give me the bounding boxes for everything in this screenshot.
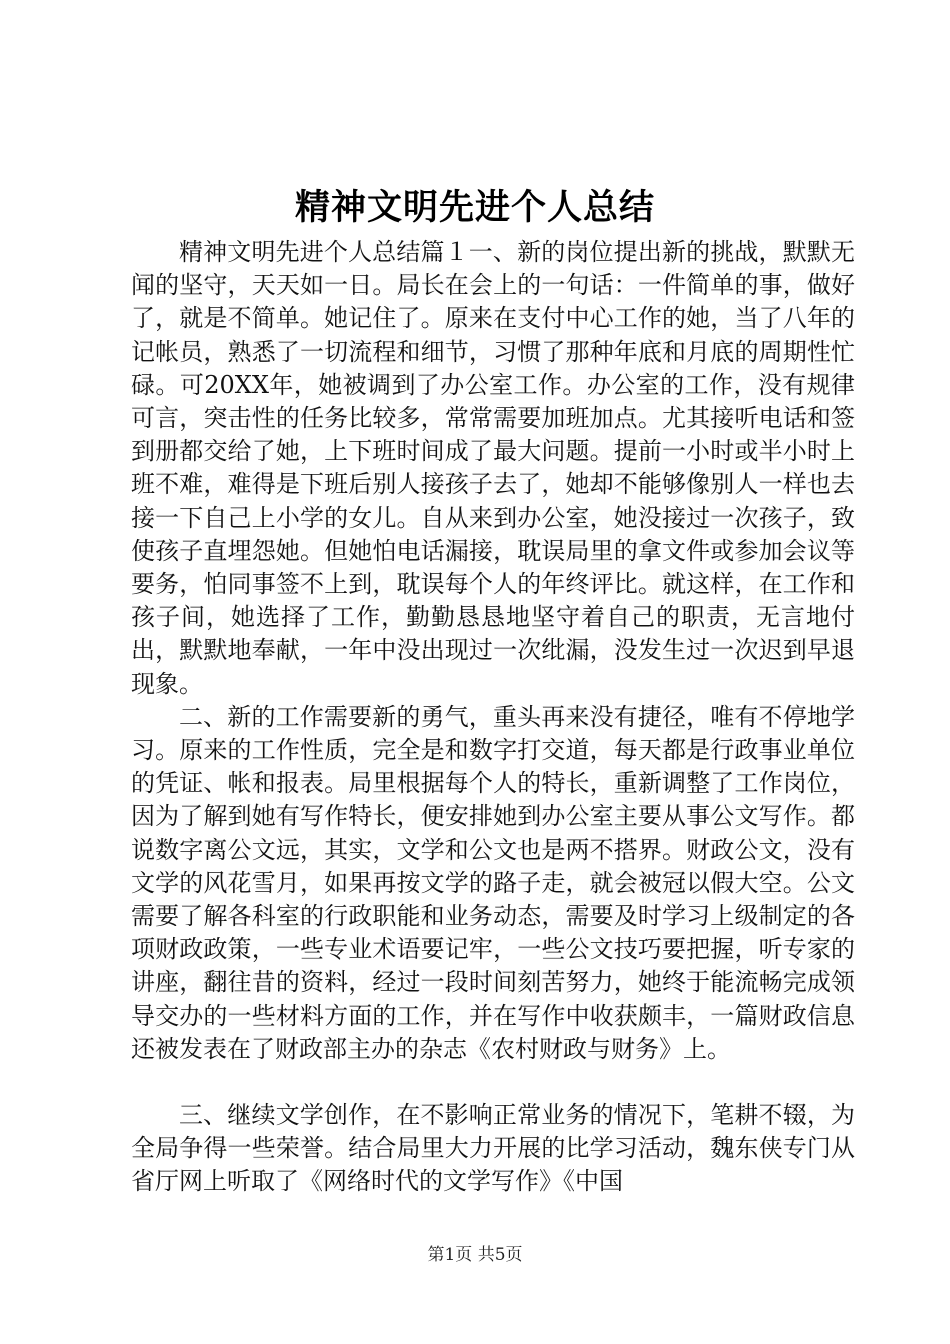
document-title: 精神文明先进个人总结 [294,188,655,228]
paragraph-2: 二、新的工作需要新的勇气，重头再来没有捷径，唯有不停地学习。原来的工作性质，完全是和数字打交道，每天都是行政事业单位的凭证、帐和报表。局里根据每个人的特长，重新调整了工作岗位，因为了解到她有写作特长，便安排她到办公室主要从事公文写作。都说数字离公文远，其实，文学和公文也是两不搭界。财政公文，没有文学的风花雪月，如果再按文学的路子走，就会被冠以假大空。公文需要了解各科室的行政职能和业务动态，需要及时学习上级制定的各项财政政策，一些专业术语要记牢，一些公文技巧要把握，听专家的讲座，翻往昔的资料，经过一段时间刻苦努力，她终于能流畅完成领导交办的一些材料方面的工作，并在写作中收获颇丰，一篇财政信息还被发表在了财政部主办的杂志《农村财政与财务》上。 [131,702,855,1063]
paragraph-3: 三、继续文学创作，在不影响正常业务的情况下，笔耕不辍，为全局争得一些荣誉。结合局里大力开展的比学习活动，魏东侠专门从省厅网上听取了《网络时代的文学写作》《中国 [131,1101,855,1196]
document-body [131,236,855,1199]
page-footer: 第1页 共5页 [427,1245,523,1265]
paragraph-spacer [131,1066,855,1099]
paragraph-1: 精神文明先进个人总结篇１一、新的岗位提出新的挑战，默默无闻的坚守，天天如一日。局长在会上的一句话：一件简单的事，做好了，就是不简单。她记住了。原来在支付中心工作的她，当了八年的记帐员，熟悉了一切流程和细节，习惯了那种年底和月底的周期性忙碌。可20XX年，她被调到了办公室工作。办公室的工作，没有规律可言，突击性的任务比较多，常常需要加班加点。尤其接听电话和签到册都交给了她，上下班时间成了最大问题。提前一小时或半小时上班不难，难得是下班后别人接孩子去了，她却不能够像别人一样也去接一下自己上小学的女儿。自从来到办公室，她没接过一次孩子，致使孩子直埋怨她。但她怕电话漏接，耽误局里的拿文件或参加会议等要务，怕同事签不上到，耽误每个人的年终评比。就这样，在工作和孩子间，她选择了工作，勤勤恳恳地坚守着自己的职责，无言地付出，默默地奉献，一年中没出现过一次纰漏，没发生过一次迟到早退现象。 [131,238,855,698]
